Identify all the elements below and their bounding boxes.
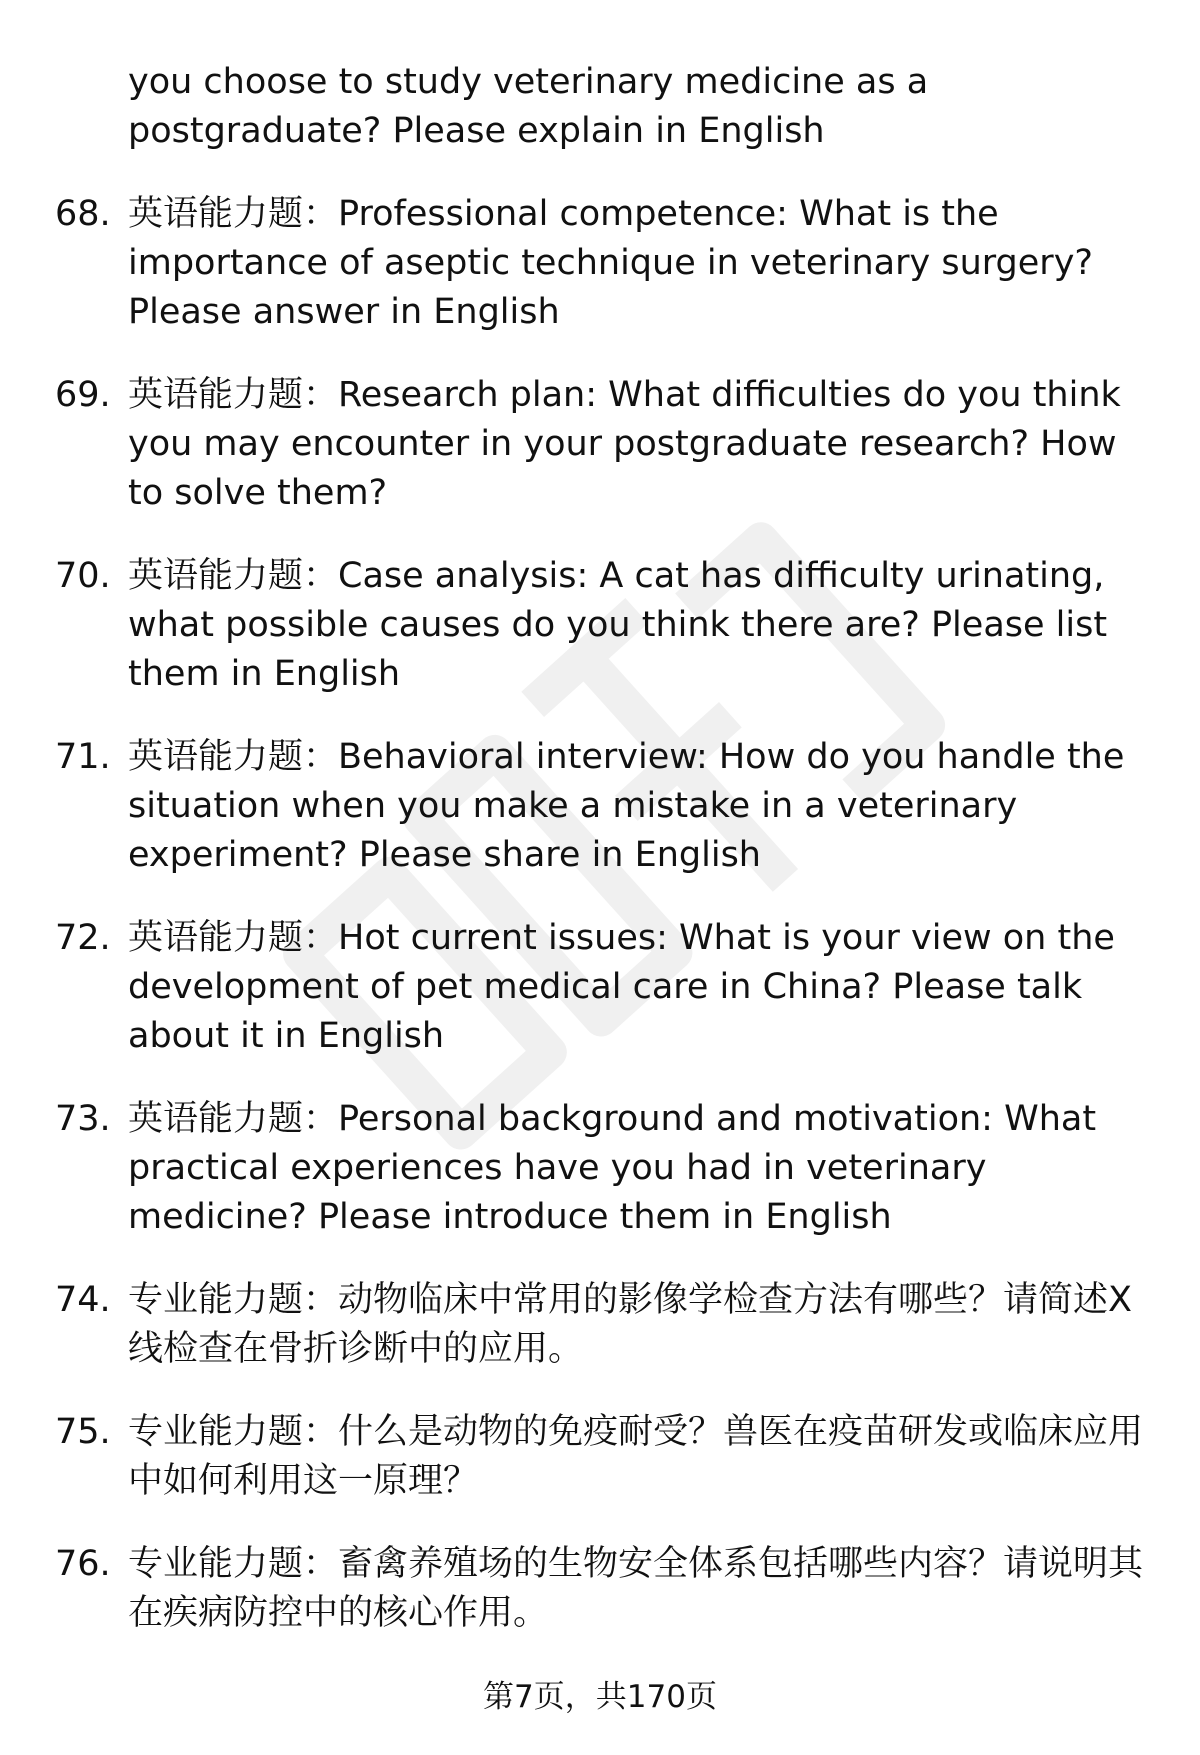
question-text: 英语能力题：Research plan: What difficulties do you think you may encounter in your postgraduate research? How to solve them? <box>128 375 1121 513</box>
question-number: 69. <box>55 375 111 415</box>
question-text: 专业能力题：畜禽养殖场的生物安全体系包括哪些内容？请说明其在疾病防控中的核心作用。 <box>128 1544 1144 1633</box>
question-item <box>55 190 1145 337</box>
continued-question-text: you choose to study veterinary medicine as a postgraduate? Please explain in English <box>128 62 929 151</box>
question-item <box>55 914 1145 1061</box>
question-number: 72. <box>55 918 111 958</box>
question-number: 74. <box>55 1280 111 1320</box>
question-text: 英语能力题：Behavioral interview: How do you handle the situation when you make a mistake in a veterinary experiment? Please share in English <box>128 737 1125 875</box>
question-number: 68. <box>55 194 111 234</box>
question-number: 70. <box>55 556 111 596</box>
question-text: 英语能力题：Hot current issues: What is your view on the development of pet medical care in China? Please talk about it in English <box>128 918 1115 1056</box>
question-item <box>55 1276 1145 1374</box>
question-text: 英语能力题：Case analysis: A cat has difficulty urinating, what possible causes do you think there are? Please list them in English <box>128 556 1108 694</box>
question-text: 专业能力题：什么是动物的免疫耐受？兽医在疫苗研发或临床应用中如何利用这一原理？ <box>128 1412 1144 1501</box>
question-text: 英语能力题：Personal background and motivation: What practical experiences have you had in veterinary medicine? Please introduce them in English <box>128 1099 1097 1237</box>
question-number: 71. <box>55 737 111 777</box>
question-number: 73. <box>55 1099 111 1139</box>
question-item <box>55 733 1145 880</box>
question-item <box>55 552 1145 699</box>
question-text: 英语能力题：Professional competence: What is the importance of aseptic technique in veterinary surgery? Please answer in English <box>128 194 1093 332</box>
question-item <box>55 1095 1145 1242</box>
question-number: 75. <box>55 1412 111 1452</box>
page-footer: 第7页，共170页 <box>483 1679 717 1715</box>
question-number: 76. <box>55 1544 111 1584</box>
question-list <box>55 58 1145 1672</box>
question-item <box>55 1408 1145 1506</box>
question-item <box>55 371 1145 518</box>
question-item <box>55 1540 1145 1638</box>
question-text: 专业能力题：动物临床中常用的影像学检查方法有哪些？请简述X线检查在骨折诊断中的应用。 <box>128 1280 1132 1369</box>
